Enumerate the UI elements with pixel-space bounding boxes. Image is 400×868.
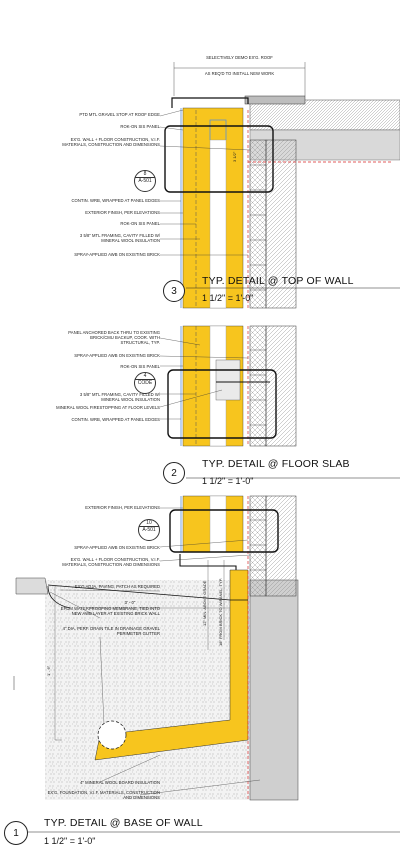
detail-title-top: TYP. DETAIL @ TOP OF WALL xyxy=(202,275,354,287)
detail-tag-number: 10 xyxy=(139,520,159,527)
detail-bubble-1: 1 xyxy=(4,821,28,845)
note-rok-sip-2: ROK-ON SIS PANEL xyxy=(120,221,160,226)
note-demo-roof: SELECTIVELY DEMO EX'G. ROOF xyxy=(206,55,273,60)
note-exg-foundation: EX'G. FOUNDATION, V.I.F. MATERIALS, CONSTRUCTION AND DIMENSIONS xyxy=(47,790,160,800)
dim-width: 3' - 0" xyxy=(124,600,136,605)
note-rok-sip-mid: ROK-ON SIS PANEL xyxy=(120,364,160,369)
note-ext-finish: EXTERIOR FINISH, PER ELEVATIONS xyxy=(85,210,160,215)
note-firestop: MINERAL WOOL FIRESTOPPING AT FLOOR LEVELS xyxy=(56,405,160,410)
detail-tag-number: 4 xyxy=(135,373,155,380)
note-rok-sip-1: ROK-ON SIS PANEL xyxy=(120,124,160,129)
detail-tag-sheet: A-501 xyxy=(142,527,156,533)
dim-3-1-2: 3 1/2" xyxy=(232,151,237,162)
note-spray-awb: SPRAY-APPLIED AWB ON EXISTING BRICK xyxy=(74,252,160,257)
note-drain-tile: 4" DIA. PERF. DRAIN TILE IN DRAINAGE GRAVEL PERIMETER GUTTER xyxy=(62,626,160,636)
detail-tag-4 xyxy=(134,372,156,394)
detail-title-middle: TYP. DETAIL @ FLOOR SLAB xyxy=(202,458,350,470)
note-gravel-stop: PTD MTL GRAVEL STOP AT ROOF EDGE xyxy=(79,112,160,117)
detail-bubble-3: 3 xyxy=(163,280,185,302)
note-as-reqd: AS REQ'D TO INSTALL NEW WORK xyxy=(204,71,275,76)
note-exg-paving: EX'G ADJA. PAVING, PATCH AS REQUIRED xyxy=(74,584,160,589)
dim-depth: 1' - 6" xyxy=(46,665,51,676)
detail-scale-top: 1 1/2" = 1'-0" xyxy=(202,293,254,303)
detail-tag-sheet: CODE xyxy=(137,380,153,386)
note-spray-awb-bot: SPRAY-APPLIED AWB ON EXISTING BRICK xyxy=(74,545,160,550)
detail-scale-middle: 1 1/2" = 1'-0" xyxy=(202,476,254,486)
detail-scale-bottom: 1 1/2" = 1'-0" xyxy=(44,836,96,846)
note-exg-wall-bot: EX'G. WALL + FLOOR CONSTRUCTION, V.I.F. MATERIALS, CONSTRUCTION AND DIMENSIONS xyxy=(62,557,160,567)
note-exg-wall: EX'G. WALL + FLOOR CONSTRUCTION, V.I.F. MATERIALS, CONSTRUCTION AND DIMENSIONS xyxy=(62,137,160,147)
detail-tag-8 xyxy=(134,170,156,192)
note-mtl-framing-mid: 3 5/8" MTL FRAMING, CAVITY FILLED W/ MINERAL WOOL INSULATION xyxy=(79,392,160,402)
note-min-wool-board: 4" MINERAL WOOL BOARD INSULATION xyxy=(80,780,160,785)
note-mtl-framing: 3 5/8" MTL FRAMING, CAVITY FILLED W/ MINERAL WOOL INSULATION xyxy=(79,233,160,243)
note-grade: 12" MIN. ABOVE GRADE xyxy=(202,580,207,626)
note-spray-awb-mid: SPRAY-APPLIED AWB ON EXISTING BRICK xyxy=(74,353,160,358)
detail-bubble-2: 2 xyxy=(163,462,185,484)
detail-tag-sheet: A-501 xyxy=(138,178,152,184)
note-panel-anchored: PANEL ANCHORED BACK THRU TO EXISTING BRICK/CMU BACKUP, COOR. WITH STRUCTURAL, TYP. xyxy=(68,330,160,345)
detail-tag-10 xyxy=(138,519,160,541)
note-contin-wrb: CONTIN. WRB, WRAPPED AT PANEL EDGES xyxy=(71,198,160,203)
note-epdm: EPDM WATERPROOFING MEMBRANE, TIED INTO NEW AWB LAYER AT EXISTING BRICK WALL xyxy=(60,606,160,616)
note-brick-to-panel: 18" FROM BRICK TO WIPANEL, TYP. xyxy=(218,578,223,646)
detail-tag-number: 8 xyxy=(135,171,155,178)
note-ext-finish-bot: EXTERIOR FINISH, PER ELEVATIONS xyxy=(85,505,160,510)
detail-floor-slab xyxy=(160,326,400,478)
detail-top-of-wall xyxy=(160,62,400,308)
detail-title-bottom: TYP. DETAIL @ BASE OF WALL xyxy=(44,817,203,829)
note-contin-wrb-mid: CONTIN. WRB, WRAPPED AT PANEL EDGES xyxy=(71,417,160,422)
